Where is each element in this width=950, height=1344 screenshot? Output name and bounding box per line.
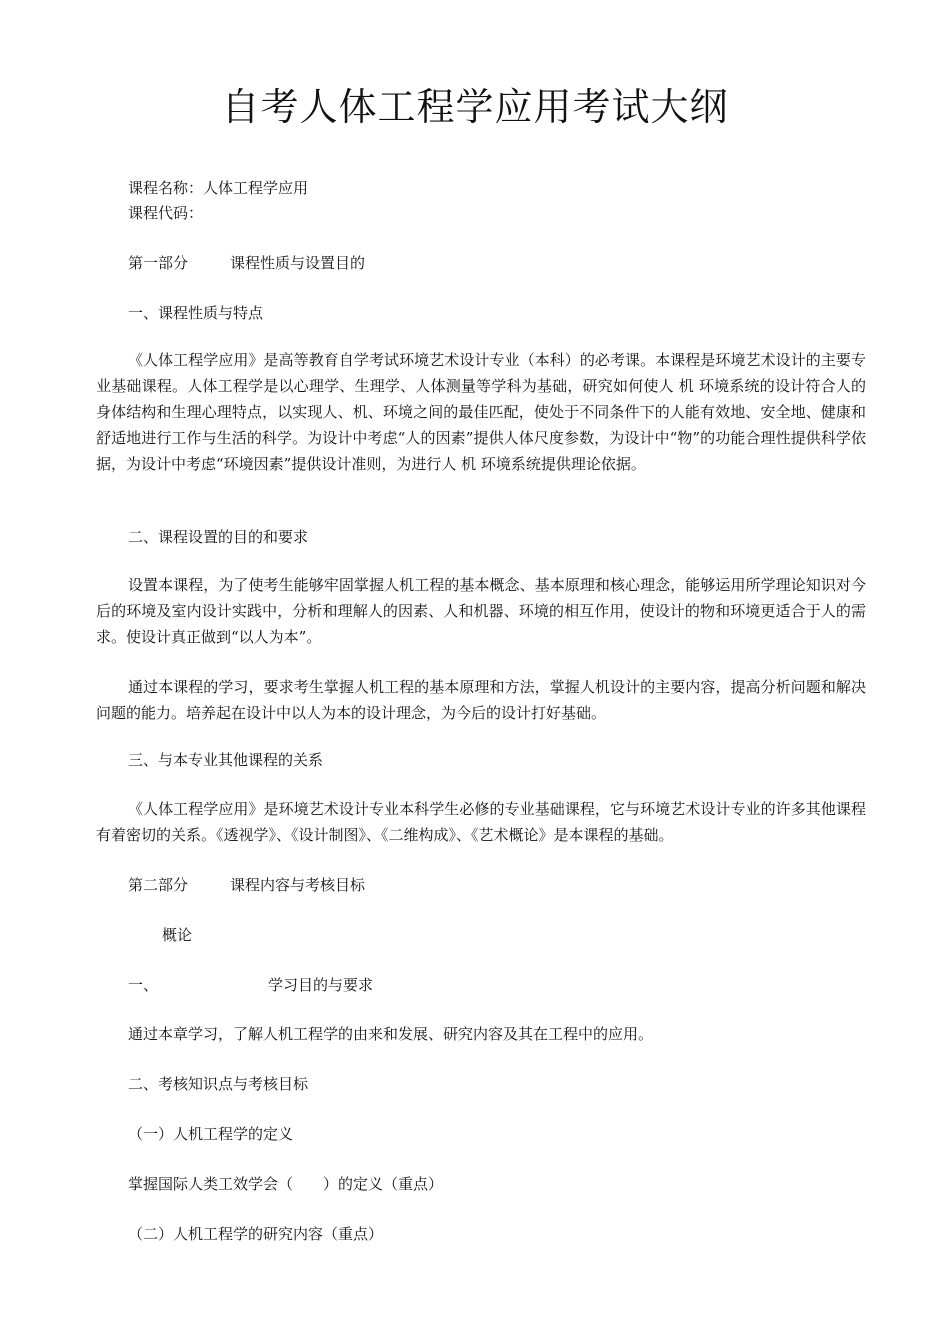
part1-label: 第一部分 xyxy=(128,254,189,272)
section2-paragraph-1: 设置本课程，为了使考生能够牢固掌握人机工程的基本概念、基本原理和核心理念，能够运用所学理论知识对今后的环境及室内设计实践中，分析和理解人的因素、人和机器、环境的相互作用，使设计的物和环境更适合于人的需求。使设计真正做到“以人为本”。 xyxy=(96,576,866,646)
course-code-line: 课程代码： xyxy=(128,204,204,222)
section2-paragraph-2: 通过本课程的学习，要求考生掌握人机工程的基本原理和方法，掌握人机设计的主要内容，提高分析问题和解决问题的能力。培养起在设计中以人为本的设计理念，为今后的设计打好基础。 xyxy=(96,678,866,722)
part2-label: 第二部分 xyxy=(128,876,189,894)
subsection2-heading: （二）人机工程学的研究内容（重点） xyxy=(128,1225,384,1243)
overview-heading: 概论 xyxy=(162,926,193,944)
section2-heading: 二、课程设置的目的和要求 xyxy=(128,528,309,546)
section3-paragraph: 《人体工程学应用》是环境艺术设计专业本科学生必修的专业基础课程，它与环境艺术设计专业的许多其他课程有着密切的关系。《透视学》、《设计制图》、《二维构成》、《艺术概论》是本课程的基础。 xyxy=(96,800,866,844)
course-name-line: 课程名称：人体工程学应用 xyxy=(128,179,309,197)
part1-heading-line xyxy=(128,253,365,273)
item1-number: 一、 xyxy=(128,976,159,994)
part2-heading-line xyxy=(128,875,365,895)
item1-body: 通过本章学习，了解人机工程学的由来和发展、研究内容及其在工程中的应用。 xyxy=(128,1025,654,1043)
section1-paragraph: 《人体工程学应用》是高等教育自学考试环境艺术设计专业（本科）的必考课。本课程是环境艺术设计的主要专业基础课程。人体工程学是以心理学、生理学、人体测量等学科为基础，研究如何使人 机 环境系统的设计符合人的身体结构和生理心理特点，以实现人、机、环境之间的最佳匹配，使处于不同条件下的人能有效地、安全地、健康和舒适地进行工作与生活的科学。为设计中考虑“人的因素”提供人体尺度参数，为设计中“物”的功能合理性提供科学依据，为设计中考虑“环境因素”提供设计准则，为进行人 机 环境系统提供理论依据。 xyxy=(96,351,866,473)
section1-heading: 一、课程性质与特点 xyxy=(128,304,264,322)
item2-heading: 二、考核知识点与考核目标 xyxy=(128,1075,309,1093)
item1-line xyxy=(128,975,373,995)
part1-title: 课程性质与设置目的 xyxy=(230,254,366,272)
subsection1-heading: （一）人机工程学的定义 xyxy=(128,1125,294,1143)
subsection1-body: 掌握国际人类工效学会（ ）的定义（重点） xyxy=(128,1175,444,1193)
section3-heading: 三、与本专业其他课程的关系 xyxy=(128,751,324,769)
item1-text: 学习目的与要求 xyxy=(268,976,374,994)
part2-title: 课程内容与考核目标 xyxy=(230,876,366,894)
document-title: 自考人体工程学应用考试大纲 xyxy=(221,85,729,129)
